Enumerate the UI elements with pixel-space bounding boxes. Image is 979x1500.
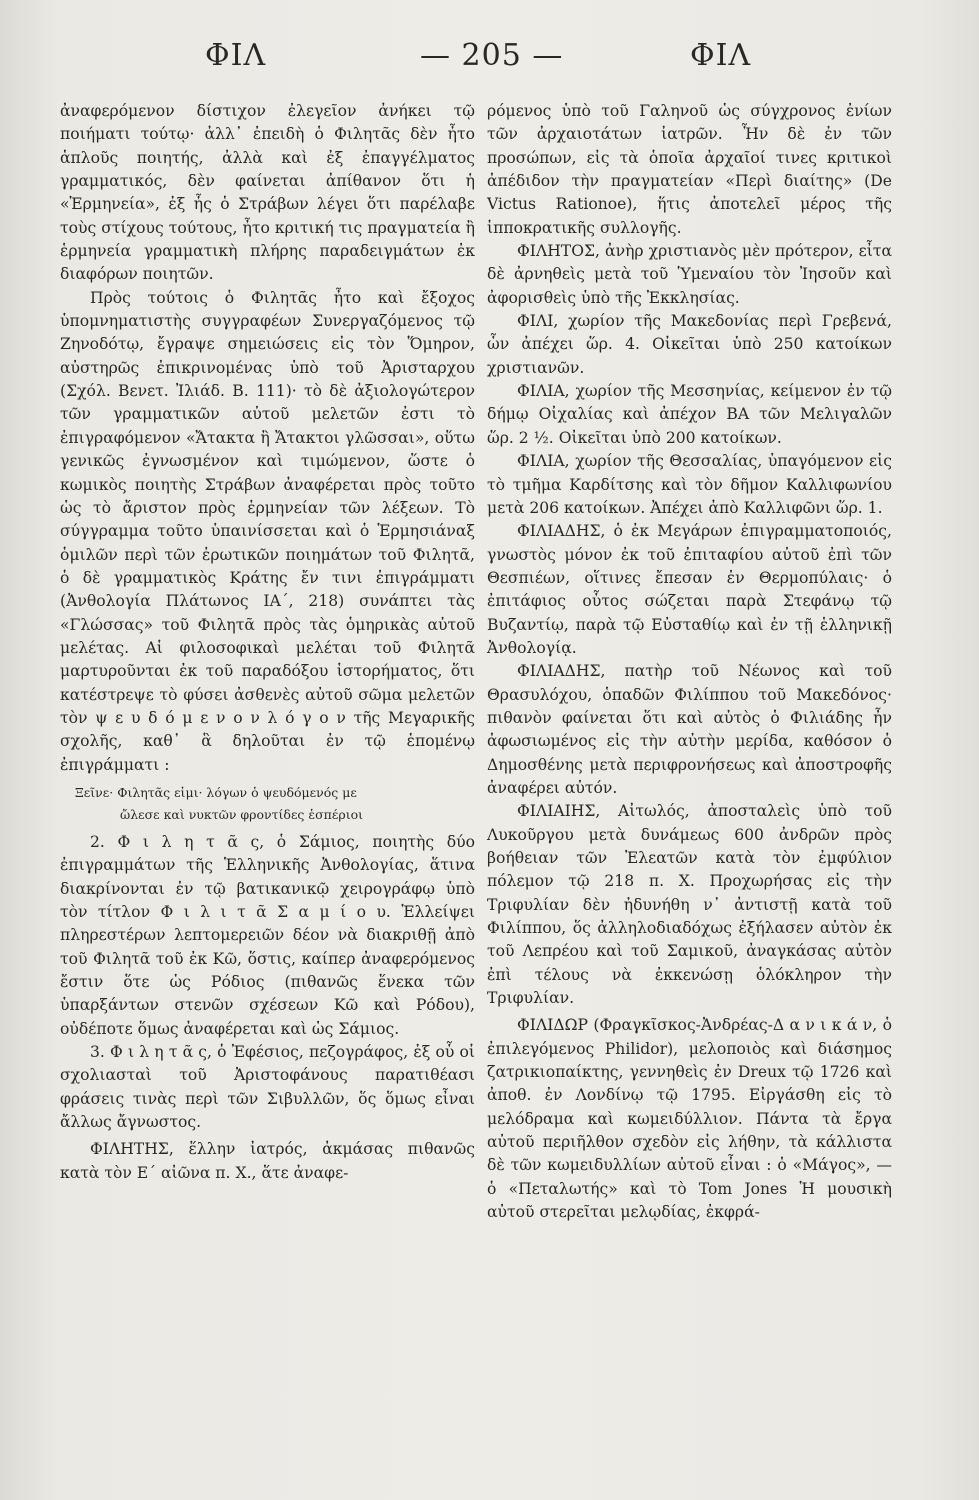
- entry-paragraph: ΦΙΛΙΑ, χωρίον τῆς Θεσσαλίας, ὑπαγόμενον εἰς τὸ τμῆμα Καρδίτσης καὶ τὸν δῆμον Καλλιφωνίου μετὰ 206 κατοίκων. Ἀπέχει ἀπὸ Καλλιφῶνι ὥρ. 1.: [487, 452, 892, 517]
- entry-paragraph: ΦΙΛΗΤΗΣ, ἕλλην ἰατρός, ἀκμάσας πιθανῶς κατὰ τὸν Ε΄ αἰῶνα π. Χ., ἅτε ἀναφε-: [60, 1140, 475, 1182]
- paragraph: ρόμενος ὑπὸ τοῦ Γαληνοῦ ὡς σύγχρονος ἐνίων τῶν ἀρχαιοτάτων ἰατρῶν. Ἦν δὲ ἐν τῶν προσώπων, εἰς τὰ ὁποῖα ἀρχαῖοί τινες κριτικοὶ ἀπέδιδον τὴν πραγματείαν «Περὶ διαίτης» (De Victus Rationoe), ἥτις ἀποτελεῖ μέρος τῆς ἱπποκρατικῆς συλλογῆς.: [487, 102, 892, 237]
- entry-paragraph: ΦΙΛΙΔΩΡ (Φραγκῖσκος-Ἀνδρέας-Δ α ν ι κ ά ν, ὁ ἐπιλεγόμενος Philidor), μελοποιὸς καὶ διάσημος ζατρικιοπαίκτης, γεννηθεὶς ἐν Dreux τῷ 1726 καὶ ἀποθ. ἐν Λονδίνῳ τῷ 1795. Εἰργάσθη εἰς τὸ μελόδραμα καὶ κωμειδύλλιον. Πάντα τὰ ἔργα αὐτοῦ περιῆλθον σχεδὸν εἰς λήθην, τὰ κάλλιστα δὲ τῶν κωμειδυλλίων αὐτοῦ εἶναι : ὁ «Μάγος», — ὁ «Πεταλωτής» καὶ τὸ Tom Jones Ἡ μουσικὴ αὐτοῦ στερεῖται μελῳδίας, ἐκφρά-: [487, 1016, 892, 1222]
- entry-paragraph: ΦΙΛΙ, χωρίον τῆς Μακεδονίας περὶ Γρεβενά, ὧν ἀπέχει ὥρ. 4. Οἰκεῖται ὑπὸ 250 κατοίκων χριστιανῶν.: [487, 312, 892, 377]
- left-column: [60, 100, 475, 1185]
- entry-paragraph: ΦΙΛΙΑΔΗΣ, πατὴρ τοῦ Νέωνος καὶ τοῦ Θρασυλόχου, ὁπαδῶν Φιλίππου τοῦ Μακεδόνος· πιθανὸν φαίνεται ὅτι καὶ αὐτὸς ὁ Φιλιάδης ἦν ἀφωσιωμένος εἰς τὴν αὐτὴν μερίδα, καθόσον ὁ Δημοσθένης μετὰ περιφρονήσεως καὶ ἀποστροφῆς ἀναφέρει αὐτόν.: [487, 662, 892, 797]
- paragraph: ἀναφερόμενον δίστιχον ἐλεγεῖον ἀνήκει τῷ ποιήματι τούτῳ· ἀλλ᾽ ἐπειδὴ ὁ Φιλητᾶς δὲν ἦτο ἁπλοῦς ποιητής, ἀλλὰ καὶ ἐξ ἐπαγγέλματος γραμματικός, δὲν φαίνεται ἀπίθανον ὅτι ἡ «Ἑρμηνεία», ἐξ ἧς ὁ Στράβων λέγει ὅτι παρέλαβε τοὺς στίχους τούτους, ἦτο κριτική τις πραγματεία ἢ ἑρμηνεία γραμματικὴ πλήρης παραδειγμάτων ἐκ διαφόρων ποιητῶν.: [60, 102, 475, 284]
- paragraph: 2. Φ ι λ η τ ᾶ ς, ὁ Σάμιος, ποιητὴς δύο ἐπιγραμμάτων τῆς Ἑλληνικῆς Ἀνθολογίας, ἅτινα διακρίνονται ἐν τῷ βατικανικῷ χειρογράφῳ ὑπὸ τὸν τίτλον Φ ι λ ι τ ᾶ Σ α μ ί ο υ. Ἐλλείψει πληρεστέρων λεπτομερειῶν δέον νὰ διακριθῇ ἀπὸ τοῦ Φιλητᾶ τοῦ ἐκ Κῶ, ὅστις, καίπερ ἀναφερόμενος ἔστιν ὅτε ὡς Ρόδιος (πιθανῶς ἕνεκα τῶν ὑπαρξάντων στενῶν σχέσεων Κῶ καὶ Ρόδου), οὐδέποτε ὅμως ἀναφέρεται καὶ ὡς Σάμιος.: [60, 832, 475, 1038]
- page-number: — 205 —: [420, 38, 564, 73]
- entry-paragraph: ΦΙΛΙΑΔΗΣ, ὁ ἐκ Μεγάρων ἐπιγραμματοποιός, γνωστὸς μόνον ἐκ τοῦ ἐπιταφίου αὐτοῦ ἐπὶ τῶν Θεσπιέων, οἵτινες ἔπεσαν ἐν Θερμοπύλαις· ὁ ἐπιτάφιος οὗτος σώζεται παρὰ Στεφάνῳ τῷ Βυζαντίῳ, παρὰ τῷ Εὐσταθίῳ καὶ ἐν τῇ ἑλληνικῇ Ἀνθολογίᾳ.: [487, 522, 892, 657]
- paragraph: 3. Φ ι λ η τ ᾶ ς, ὁ Ἐφέσιος, πεζογράφος, ἐξ οὗ οἱ σχολιασταὶ τοῦ Ἀριστοφάνους παρατιθέασι φράσεις τινὰς περὶ τῶν Σιβυλλῶν, ὅς ὅμως εἶναι ἄλλως ἄγνωστος.: [60, 1043, 475, 1132]
- paragraph: Πρὸς τούτοις ὁ Φιλητᾶς ἦτο καὶ ἔξοχος ὑπομνηματιστὴς συγγραφέων Συνεργαζόμενος τῷ Ζηνοδότῳ, ἔγραψε σημειώσεις εἰς τὸν Ὅμηρον, αὐστηρῶς ἐπικρινομένας ὑπὸ τοῦ Ἀρισταρχου (Σχόλ. Βενετ. Ἰλιάδ. Β. 111)· τὸ δὲ ἀξιολογώτερον τῶν γραμματικῶν αὐτοῦ μελετῶν ἐστι τὸ ἐπιγραφόμενον «Ἄτακτα ἢ Ἄτακτοι γλῶσσαι», οὕτω γενικῶς ἐγνωσμένον καὶ τιμώμενον, ὥστε ὁ κωμικὸς ποιητὴς Στράβων ἀναφέρεται πρὸς τοῦτο ὡς τὸ ἄριστον πρὸς ἑρμηνείαν τῶν λέξεων. Τὸ σύγγραμμα τοῦτο ὑπαινίσσεται καὶ ὁ Ἑρμησιάναξ ὁμιλῶν περὶ τῶν ἐρωτικῶν ποιημάτων τοῦ Φιλητᾶ, ὁ δὲ γραμματικὸς Κράτης ἔν τινι ἐπιγράμματι (Ἀνθολογία Πλάτωνος ΙΑ΄, 218) συνάπτει τὰς «Γλώσσας» τοῦ Φιλητᾶ πρὸς τὰς ὁμηρικὰς αὐτοῦ μελέτας. Αἱ φιλοσοφικαὶ μελέται τοῦ Φιλητᾶ μαρτυροῦνται ἐκ τοῦ παραδόξου ἱστορήματος, ὅτι κατέστρεψε τὸ φύσει ἀσθενὲς αὐτοῦ σῶμα μελετῶν τὸν ψ ε υ δ ό μ ε ν ο ν λ ό γ ο ν τῆς Μεγαρικῆς σχολῆς, καθ᾽ ἃ δηλοῦται ἐν τῷ ἑπομένῳ ἐπιγράμματι :: [60, 288, 475, 774]
- header-left: ΦΙΛ: [205, 38, 267, 73]
- entry-paragraph: ΦΙΛΙΑ, χωρίον τῆς Μεσσηνίας, κείμενον ἐν τῷ δήμῳ Οἰχαλίας καὶ ἀπέχον ΒΑ τῶν Μελιγαλῶν ὥρ. 2 ½. Οἰκεῖται ὑπὸ 200 κατοίκων.: [487, 382, 892, 447]
- epigram-line: Ξεῖνε· Φιλητᾶς εἰμι· λόγων ὁ ψευδόμενός με: [75, 784, 357, 800]
- right-column: [487, 100, 892, 1225]
- entry-paragraph: ΦΙΛΙΑΙΗΣ, Αἰτωλός, ἀποσταλεὶς ὑπὸ τοῦ Λυκοῦργου μετὰ δυνάμεως 600 ἀνδρῶν πρὸς βοήθειαν τῶν Ἐλεατῶν κατὰ τὸν ἐμφύλιον πόλεμον τῷ 218 π. Χ. Προχωρήσας εἰς τὴν Τριφυλίαν δὲν ἠδυνήθη ν᾽ ἀντιστῇ κατὰ τοῦ Φιλίππου, ὅς ἀλληλοδιαδόχως ἐξήλασεν αὐτὸν ἐκ τοῦ Λεπρέου καὶ τοῦ Σαμικοῦ, ἀναγκάσας αὐτὸν ἐπὶ τέλους νὰ ἐκκενώσῃ ὁλόκληρον τὴν Τριφυλίαν.: [487, 802, 892, 1008]
- epigram-line: ὤλεσε καὶ νυκτῶν φροντίδες ἑσπέριοι: [120, 806, 364, 822]
- running-header: [0, 38, 979, 88]
- entry-paragraph: ΦΙΛΗΤΟΣ, ἀνὴρ χριστιανὸς μὲν πρότερον, εἶτα δὲ ἀρνηθεὶς μετὰ τοῦ Ὑμεναίου τὸν Ἰησοῦν καὶ ἀφορισθεὶς ὑπὸ τῆς Ἐκκλησίας.: [487, 242, 892, 307]
- header-right: ΦΙΛ: [690, 38, 752, 73]
